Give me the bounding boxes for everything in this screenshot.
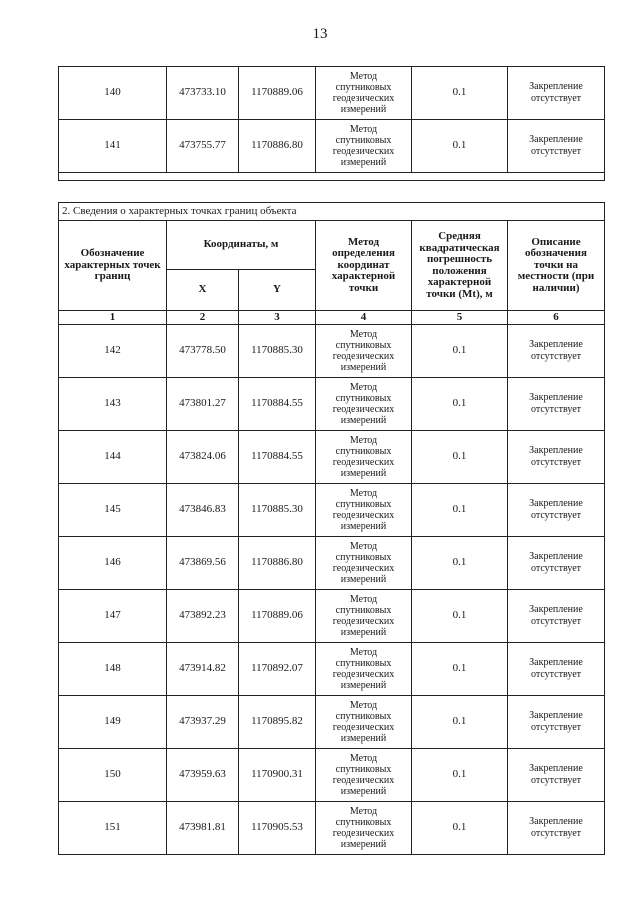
x-coordinate-cell: 473937.29 xyxy=(167,696,239,749)
continued-points-body xyxy=(59,67,605,181)
y-coordinate-cell: 1170889.06 xyxy=(239,590,316,643)
error-cell: 0.1 xyxy=(412,484,508,537)
error-cell: 0.1 xyxy=(412,378,508,431)
error-cell: 0.1 xyxy=(412,325,508,378)
y-coordinate-cell: 1170905.53 xyxy=(239,802,316,855)
point-cell: 150 xyxy=(59,749,167,802)
description-cell: Закрепление отсутствует xyxy=(508,537,605,590)
point-cell: 143 xyxy=(59,378,167,431)
y-coordinate-cell: 1170884.55 xyxy=(239,378,316,431)
y-coordinate-cell: 1170895.82 xyxy=(239,696,316,749)
table-row xyxy=(59,325,605,378)
error-cell: 0.1 xyxy=(412,643,508,696)
description-cell: Закрепление отсутствует xyxy=(508,67,605,120)
table-row xyxy=(59,696,605,749)
method-cell: Метод спутниковых геодезических измерений xyxy=(316,643,412,696)
y-coordinate-cell: 1170885.30 xyxy=(239,484,316,537)
table-row xyxy=(59,431,605,484)
x-coordinate-cell: 473846.83 xyxy=(167,484,239,537)
table-row xyxy=(59,120,605,173)
point-cell: 147 xyxy=(59,590,167,643)
x-coordinate-cell: 473801.27 xyxy=(167,378,239,431)
description-cell: Закрепление отсутствует xyxy=(508,749,605,802)
x-coordinate-cell: 473778.50 xyxy=(167,325,239,378)
point-cell: 146 xyxy=(59,537,167,590)
y-coordinate-cell: 1170900.31 xyxy=(239,749,316,802)
y-coordinate-cell: 1170886.80 xyxy=(239,537,316,590)
method-cell: Метод спутниковых геодезических измерений xyxy=(316,484,412,537)
y-coordinate-cell: 1170889.06 xyxy=(239,67,316,120)
header-error: Средняя квадратическая погрешность положения характерной точки (Mt), м xyxy=(412,221,508,311)
header-y: Y xyxy=(239,270,316,311)
description-cell: Закрепление отсутствует xyxy=(508,590,605,643)
error-cell: 0.1 xyxy=(412,802,508,855)
method-cell: Метод спутниковых геодезических измерений xyxy=(316,378,412,431)
method-cell: Метод спутниковых геодезических измерений xyxy=(316,120,412,173)
description-cell: Закрепление отсутствует xyxy=(508,378,605,431)
table-end-row xyxy=(59,173,605,181)
table-end-cell xyxy=(59,173,605,181)
table-row xyxy=(59,643,605,696)
method-cell: Метод спутниковых геодезических измерений xyxy=(316,325,412,378)
x-coordinate-cell: 473959.63 xyxy=(167,749,239,802)
column-number: 1 xyxy=(59,311,167,325)
description-cell: Закрепление отсутствует xyxy=(508,120,605,173)
x-coordinate-cell: 473892.23 xyxy=(167,590,239,643)
column-number: 6 xyxy=(508,311,605,325)
x-coordinate-cell: 473914.82 xyxy=(167,643,239,696)
header-point-name: Обозначение характерных точек границ xyxy=(59,221,167,311)
page-number: 13 xyxy=(312,26,328,42)
header-coordinates: Координаты, м xyxy=(167,221,316,270)
method-cell: Метод спутниковых геодезических измерений xyxy=(316,749,412,802)
x-coordinate-cell: 473755.77 xyxy=(167,120,239,173)
method-cell: Метод спутниковых геодезических измерений xyxy=(316,67,412,120)
column-number: 4 xyxy=(316,311,412,325)
table-row xyxy=(59,537,605,590)
method-cell: Метод спутниковых геодезических измерений xyxy=(316,431,412,484)
y-coordinate-cell: 1170886.80 xyxy=(239,120,316,173)
point-cell: 151 xyxy=(59,802,167,855)
header-method: Метод определения координат характерной точки xyxy=(316,221,412,311)
header-x: X xyxy=(167,270,239,311)
point-cell: 145 xyxy=(59,484,167,537)
x-coordinate-cell: 473869.56 xyxy=(167,537,239,590)
description-cell: Закрепление отсутствует xyxy=(508,484,605,537)
error-cell: 0.1 xyxy=(412,120,508,173)
column-number: 5 xyxy=(412,311,508,325)
error-cell: 0.1 xyxy=(412,696,508,749)
table-row xyxy=(59,378,605,431)
description-cell: Закрепление отсутствует xyxy=(508,431,605,484)
x-coordinate-cell: 473733.10 xyxy=(167,67,239,120)
boundary-points-table xyxy=(58,202,605,855)
y-coordinate-cell: 1170892.07 xyxy=(239,643,316,696)
point-cell: 144 xyxy=(59,431,167,484)
point-cell: 140 xyxy=(59,67,167,120)
column-number: 3 xyxy=(239,311,316,325)
error-cell: 0.1 xyxy=(412,431,508,484)
description-cell: Закрепление отсутствует xyxy=(508,643,605,696)
error-cell: 0.1 xyxy=(412,67,508,120)
error-cell: 0.1 xyxy=(412,749,508,802)
method-cell: Метод спутниковых геодезических измерений xyxy=(316,590,412,643)
column-number: 2 xyxy=(167,311,239,325)
boundary-points-body xyxy=(59,325,605,855)
point-cell: 142 xyxy=(59,325,167,378)
method-cell: Метод спутниковых геодезических измерений xyxy=(316,802,412,855)
description-cell: Закрепление отсутствует xyxy=(508,802,605,855)
table-row xyxy=(59,590,605,643)
description-cell: Закрепление отсутствует xyxy=(508,325,605,378)
x-coordinate-cell: 473824.06 xyxy=(167,431,239,484)
method-cell: Метод спутниковых геодезических измерений xyxy=(316,537,412,590)
table-row xyxy=(59,802,605,855)
description-cell: Закрепление отсутствует xyxy=(508,696,605,749)
y-coordinate-cell: 1170885.30 xyxy=(239,325,316,378)
table-row xyxy=(59,67,605,120)
point-cell: 141 xyxy=(59,120,167,173)
y-coordinate-cell: 1170884.55 xyxy=(239,431,316,484)
error-cell: 0.1 xyxy=(412,590,508,643)
method-cell: Метод спутниковых геодезических измерений xyxy=(316,696,412,749)
header-description: Описание обозначения точки на местности (при наличии) xyxy=(508,221,605,311)
table-row xyxy=(59,484,605,537)
point-cell: 149 xyxy=(59,696,167,749)
section-title: 2. Сведения о характерных точках границ объекта xyxy=(59,203,605,221)
point-cell: 148 xyxy=(59,643,167,696)
table-row xyxy=(59,749,605,802)
error-cell: 0.1 xyxy=(412,537,508,590)
continued-points-table xyxy=(58,66,605,181)
x-coordinate-cell: 473981.81 xyxy=(167,802,239,855)
